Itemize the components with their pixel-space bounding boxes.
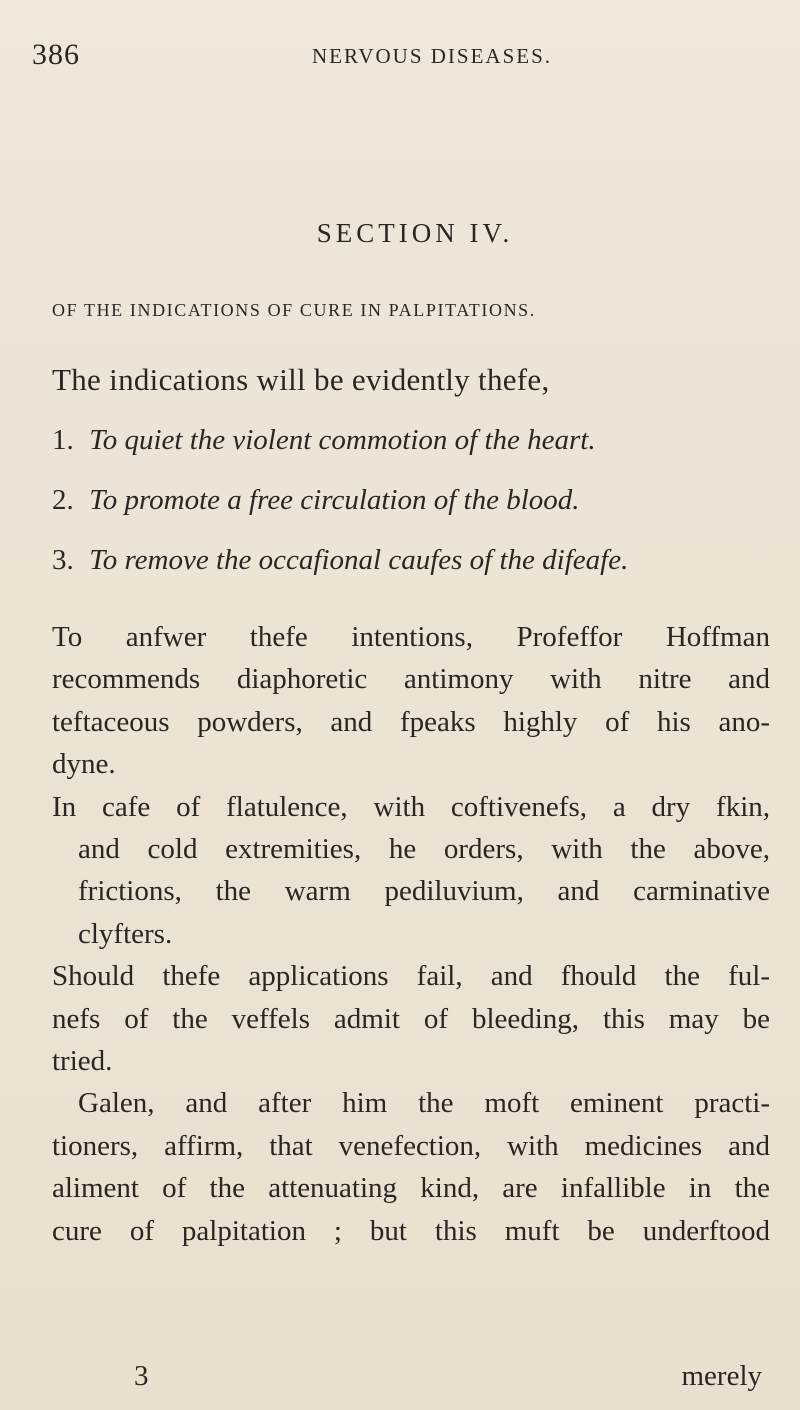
text-line: Should thefe applications fail, and fhould the ful- — [52, 960, 770, 993]
page-header — [32, 38, 772, 78]
indication-number: 1. — [52, 424, 74, 456]
text-line: nefs of the veffels admit of bleeding, this may be — [52, 1002, 770, 1035]
paragraph-flatulence — [52, 786, 770, 956]
section-subtitle: OF THE INDICATIONS OF CURE IN PALPITATIONS. — [52, 300, 536, 320]
text-line: tried. — [52, 1045, 113, 1078]
text-line: In cafe of flatulence, with coftivenefs, a dry fkin, — [52, 790, 770, 823]
indication-number: 3. — [52, 544, 74, 576]
signature-mark: 3 — [134, 1360, 149, 1392]
indication-item — [52, 484, 772, 544]
text-line: frictions, the warm pediluvium, and carminative — [78, 875, 770, 908]
indication-text: To promote a free circulation of the blood. — [89, 484, 580, 516]
page-footer — [52, 1360, 770, 1400]
indication-text: To remove the occafional caufes of the difeafe. — [89, 544, 629, 576]
text-line: teftaceous powders, and fpeaks highly of his ano- — [52, 705, 770, 738]
page-number: 386 — [32, 38, 80, 71]
body-text — [52, 616, 770, 1252]
intro-sentence — [52, 362, 550, 398]
text-line: recommends diaphoretic antimony with nitre and — [52, 663, 770, 696]
text-line: Galen, and after him the moft eminent practi- — [78, 1087, 770, 1120]
text-line: and cold extremities, he orders, with the above, — [78, 833, 770, 866]
text-line: tioners, affirm, that venefection, with medicines and — [52, 1129, 770, 1162]
indications-list — [52, 424, 772, 604]
paragraph-hoffman — [52, 616, 770, 786]
indication-item — [52, 544, 772, 604]
text-line: To anfwer thefe intentions, Profeffor Hoffman — [52, 621, 770, 653]
catchword: merely — [681, 1360, 762, 1392]
indication-text: To quiet the violent commotion of the heart. — [89, 424, 596, 456]
text-line: aliment of the attenuating kind, are infallible in the — [52, 1172, 770, 1205]
indication-number: 2. — [52, 484, 74, 516]
running-head: NERVOUS DISEASES. — [312, 44, 553, 68]
paragraph-galen — [52, 1082, 770, 1252]
text-line: dyne. — [52, 748, 116, 781]
text-line: clyfters. — [78, 917, 173, 950]
intro-first-word: The — [52, 362, 102, 397]
indication-item — [52, 424, 772, 484]
text-line: cure of palpitation ; but this muft be underftood — [52, 1214, 770, 1247]
paragraph-bleeding — [52, 955, 770, 1082]
intro-rest: indications will be evidently thefe, — [101, 362, 550, 397]
section-title: SECTION IV. — [316, 218, 514, 248]
